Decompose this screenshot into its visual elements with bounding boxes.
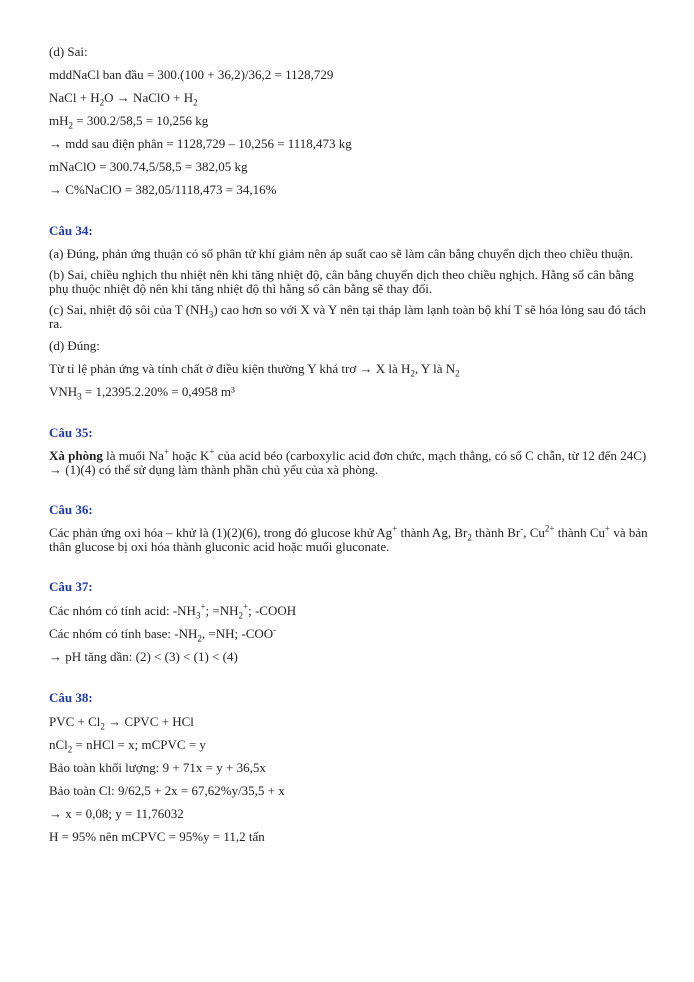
cau-37-heading: Câu 37: [49, 579, 93, 594]
cau-38-heading: Câu 38: [49, 690, 93, 705]
cau-38-result: H = 95% nên mCPVC = 95%y = 11,2 tấn [49, 829, 265, 844]
electrolysis-equation: NaCl + $H_2O$ → NaClO + $H_2$ [49, 90, 198, 108]
mh2-line: $mH_2 = 300.2/58,5 = 10,256$ kg [49, 113, 209, 131]
cau-37-ph-order: → pH tăng dần: (2) < (3) < (1) < (4) [49, 649, 238, 664]
cau-34-heading: Câu 34: [49, 223, 93, 238]
cau-34-b: (b) Sai, chiều nghịch thu nhiệt nên khi tăng nhiệt độ, cân bằng chuyển dịch theo chiều nghịch. Hằng số cân bằng phụ thuộc nhiệt độ nên khi tăng nhiệt độ thì hằng số cân bằng sẽ thay đổi. [49, 267, 634, 296]
cau-34-d: (d) Đúng: [49, 338, 100, 353]
cau-34-vnh3: $VNH_3 = 1,2395.2.20\% = 0,4958$ m³ [49, 384, 235, 402]
cau-34-ratio: Từ tỉ lệ phản ứng và tính chất ở điều kiện thường Y khá trơ → X là $H_2$, Y là $N_2$ [49, 361, 460, 379]
mdd-after-line: → mdd sau điện phân = 1128,729 – 10,256 = 1118,473 kg [49, 136, 352, 151]
cau-36-text: Các phản ứng oxi hóa – khử là (1)(2)(6), trong đó glucose khử Ag+ thành Ag, $Br_2$ thành Br-, $Cu^{2+}$ thành Cu+ và bản thân glucose bị oxi hóa thành gluconic acid hoặc muối gluconate. [49, 523, 648, 554]
c-percent-line: → C%NaClO = 382,05/1118,473 = 34,16% [49, 182, 277, 197]
document-page [49, 44, 649, 852]
cau-38-solution: → x = 0,08; y = 11,76032 [49, 806, 184, 821]
cau-37-acid-groups: Các nhóm có tính acid: $-NH_3^+$; $=NH_2^+$; -COOH [49, 601, 297, 621]
cau-34-c: (c) Sai, nhiệt độ sôi của T $(NH_3)$ cao hơn so với X và Y nên tại tháp làm lạnh toàn bộ khí T sẽ hóa lỏng sau đó tách ra. [49, 302, 646, 331]
cau-35-heading: Câu 35: [49, 425, 93, 440]
cau-38-cl-balance: Bảo toàn Cl: 9/62,5 + 2x = 67,62%y/35,5 + x [49, 783, 285, 798]
mdd-nacl-line: mddNaCl ban đầu = 300.(100 + 36,2)/36,2 = 1128,729 [49, 67, 334, 82]
cau-38-ncl2: nCl$_2$ = nHCl = x; mCPVC = y [49, 737, 206, 755]
cau-35-text: Xà phòng là muối Na+ hoặc K+ của acid béo (carboxylic acid đơn chức, mạch thẳng, có số C chẵn, từ 12 đến 24C) → (1)(4) có thể sử dụng làm thành phần chủ yếu của xà phòng. [49, 446, 647, 477]
cau-38-equation: PVC + $Cl_2$ → CPVC + HCl [49, 714, 194, 732]
cau-36-heading: Câu 36: [49, 502, 93, 517]
cau-38-mass-balance: Bảo toàn khối lượng: 9 + 71x = y + 36,5x [49, 760, 266, 775]
cau-34-a: (a) Đúng, phản ứng thuận có số phân tử khí giảm nên áp suất cao sẽ làm cân bằng chuyển dịch theo chiều thuận. [49, 246, 634, 261]
mnaclo-line: mNaClO = 300.74,5/58,5 = 382,05 kg [49, 159, 248, 174]
cau-37-base-groups: Các nhóm có tính base: $-NH_2$, =NH; -COO- [49, 624, 277, 644]
d-sai-label: (d) Sai: [49, 44, 88, 59]
